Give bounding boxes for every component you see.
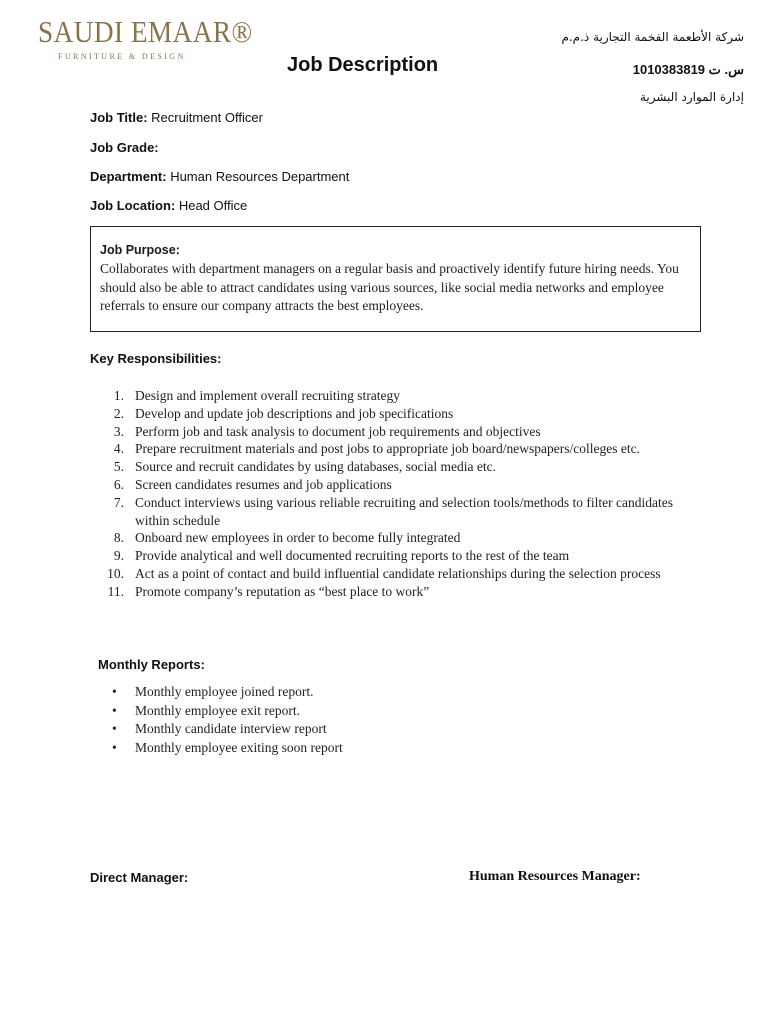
item-text: Develop and update job descriptions and job specifications <box>135 405 454 421</box>
job-purpose-heading: Job Purpose: <box>100 243 180 257</box>
responsibilities-list <box>90 387 690 601</box>
item-text: Source and recruit candidates by using databases, social media etc. <box>135 459 496 475</box>
item-text: Promote company’s reputation as “best place to work” <box>135 583 430 599</box>
department-value: Human Resources Department <box>166 169 350 184</box>
list-item <box>90 440 690 458</box>
item-text: Onboard new employees in order to become fully integrated <box>135 530 461 546</box>
list-item <box>90 476 690 494</box>
list-item <box>90 583 690 601</box>
arabic-department: إدارة الموارد البشرية <box>639 90 744 104</box>
direct-manager-label: Direct Manager: <box>90 870 189 885</box>
item-number: 9. <box>113 548 124 564</box>
list-item <box>90 529 690 547</box>
list-item <box>90 387 690 405</box>
item-number: 7. <box>113 494 124 510</box>
department-label: Department: <box>90 169 167 184</box>
job-title-field <box>90 110 263 125</box>
item-number: 1. <box>113 388 124 403</box>
job-location-value: Head Office <box>175 198 248 213</box>
item-number: 5. <box>113 459 124 475</box>
item-text: Monthly candidate interview report <box>135 721 327 737</box>
item-number: 6. <box>113 476 124 492</box>
company-logo <box>38 14 253 61</box>
item-text: Act as a point of contact and build influential candidate relationships during the selection process <box>135 565 661 581</box>
monthly-reports-list <box>90 683 690 758</box>
bullet-icon: • <box>112 702 117 718</box>
list-item <box>90 405 690 423</box>
item-number: 4. <box>113 441 124 457</box>
item-number: 11. <box>107 583 124 599</box>
job-title-label: Job Title: <box>90 110 148 125</box>
list-item <box>90 494 690 530</box>
list-item <box>90 683 690 702</box>
hr-manager-label: Human Resources Manager: <box>469 869 641 884</box>
item-number: 3. <box>113 423 124 439</box>
job-grade-field <box>90 140 159 155</box>
item-text: Conduct interviews using various reliable recruiting and selection tools/methods to filter candidates within schedule <box>135 494 673 528</box>
list-item <box>90 458 690 476</box>
list-item <box>90 423 690 441</box>
job-grade-label: Job Grade: <box>90 140 159 155</box>
job-location-field <box>90 198 247 213</box>
list-item <box>90 702 690 721</box>
item-text: Screen candidates resumes and job applications <box>135 476 392 492</box>
department-field <box>90 169 349 184</box>
item-number: 8. <box>113 530 124 546</box>
key-responsibilities-heading: Key Responsibilities: <box>90 351 222 366</box>
list-item <box>90 565 690 583</box>
arabic-commercial-registration: س. ت 1010383819 <box>632 62 744 77</box>
bullet-icon: • <box>112 684 117 699</box>
item-number: 2. <box>113 405 124 421</box>
job-purpose-box <box>90 226 701 332</box>
list-item <box>90 739 690 758</box>
job-location-label: Job Location: <box>90 198 176 213</box>
bullet-icon: • <box>112 721 117 737</box>
document-title: Job Description <box>287 54 439 76</box>
item-text: Monthly employee exiting soon report <box>135 740 343 756</box>
list-item <box>90 720 690 739</box>
item-text: Monthly employee joined report. <box>135 684 314 699</box>
logo-wordmark: SAUDI EMAAR® <box>38 14 253 49</box>
item-number: 10. <box>107 565 124 581</box>
item-text: Design and implement overall recruiting strategy <box>135 388 401 403</box>
monthly-reports-heading: Monthly Reports: <box>98 657 205 672</box>
item-text: Monthly employee exit report. <box>135 702 300 718</box>
job-title-value: Recruitment Officer <box>147 110 263 125</box>
job-purpose-text: Collaborates with department managers on a regular basis and proactively identify future hiring needs. You should also be able to attract candidates using various sources, like social media networks and employee referrals to ensure our company attracts the best employees. <box>100 261 679 313</box>
logo-tagline: FURNITURE & DESIGN <box>58 52 186 61</box>
list-item <box>90 547 690 565</box>
bullet-icon: • <box>112 740 117 756</box>
item-text: Provide analytical and well documented recruiting reports to the rest of the team <box>135 548 570 564</box>
arabic-company-name: شركة الأطعمة الفخمة التجارية ذ.م.م <box>561 30 744 44</box>
item-text: Perform job and task analysis to document job requirements and objectives <box>135 423 541 439</box>
item-text: Prepare recruitment materials and post jobs to appropriate job board/newspapers/colleges etc. <box>135 441 640 457</box>
